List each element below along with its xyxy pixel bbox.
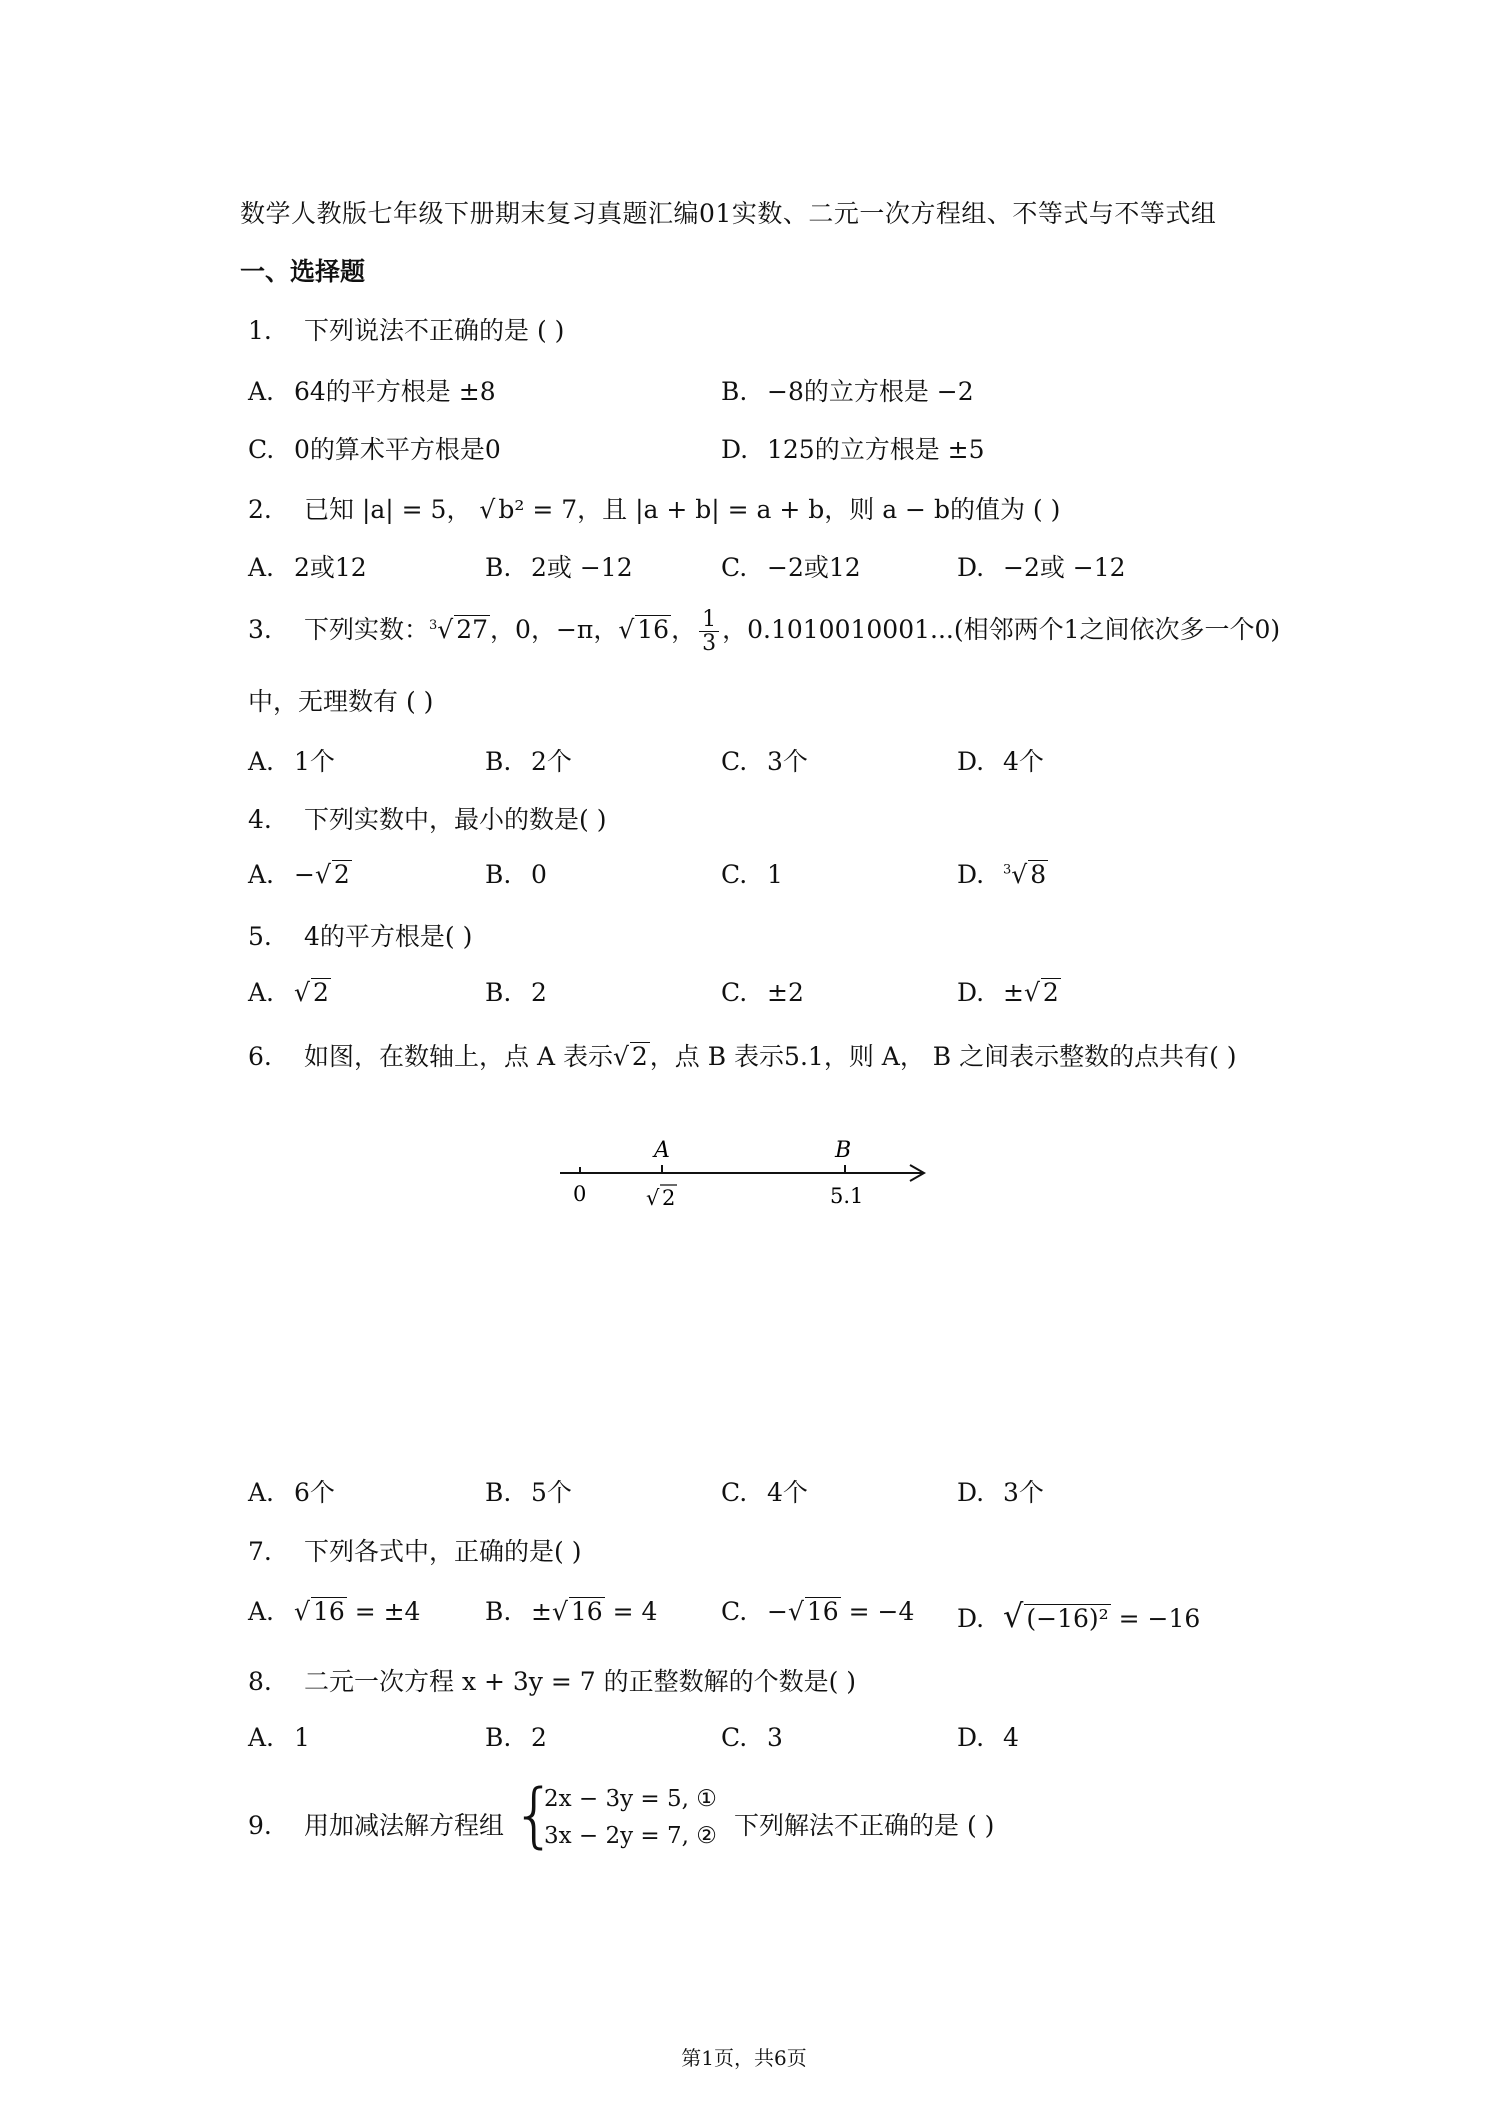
question-number: 4. <box>248 805 272 834</box>
point-b-label: B <box>835 1138 852 1163</box>
option-text: 64的平方根是 ±8 <box>294 377 496 406</box>
option-text: 1 <box>767 860 783 889</box>
sqrt-sign: √ <box>437 615 454 645</box>
question-number: 6. <box>248 1042 272 1071</box>
fraction-denominator: 3 <box>702 631 717 657</box>
q8-option-a <box>248 1723 310 1752</box>
equation-2: 3x − 2y = 7, ② <box>544 1823 717 1849</box>
tick-label-sqrt: 2 <box>662 1186 676 1210</box>
sqrt-radicand: 16 <box>637 615 670 645</box>
option-label: D. <box>957 1723 985 1752</box>
sqrt-sign: √ <box>294 1597 310 1626</box>
q5-option-b <box>485 978 547 1007</box>
cube-root-index: 3 <box>429 617 438 633</box>
option-radicand: 16 <box>806 1597 839 1626</box>
option-label: C. <box>721 860 748 889</box>
q3-option-c <box>721 742 808 778</box>
question-1 <box>248 311 564 347</box>
option-text: 0 <box>531 860 547 889</box>
option-text: 3个 <box>767 747 808 776</box>
option-label: A. <box>248 860 275 889</box>
option-label: B. <box>721 377 748 406</box>
option-rest: = −4 <box>840 1597 915 1626</box>
option-radicand: 16 <box>570 1597 603 1626</box>
q4-option-a <box>248 860 352 889</box>
q7-option-a <box>248 1597 420 1626</box>
question-5 <box>248 917 472 953</box>
page-footer: 第1页，共6页 <box>681 2046 807 2070</box>
q2-option-a <box>248 548 367 584</box>
option-text: 3 <box>767 1723 783 1752</box>
q4-option-c <box>721 860 783 889</box>
q8-option-c <box>721 1723 783 1752</box>
option-radicand: 2 <box>1042 978 1059 1007</box>
question-number: 9. <box>248 1811 272 1840</box>
question-number: 1. <box>248 316 272 345</box>
option-label: B. <box>485 747 512 776</box>
option-label: C. <box>721 1723 748 1752</box>
option-label: A. <box>248 978 275 1007</box>
q5-option-a <box>248 978 331 1007</box>
option-text: 4 <box>1003 1723 1019 1752</box>
option-label: C. <box>721 1478 748 1507</box>
sqrt-sign: √ <box>787 1597 804 1626</box>
question-text: 下列说法不正确的是 ( ) <box>304 316 565 345</box>
q8-option-b <box>485 1723 547 1752</box>
option-text: 4个 <box>767 1478 808 1507</box>
option-label: C. <box>721 747 748 776</box>
question-text-part2: 下列解法不正确的是 ( ) <box>734 1811 995 1840</box>
sqrt-sign: √ <box>1011 860 1028 889</box>
equation-1: 2x − 3y = 5, ① <box>544 1786 717 1812</box>
option-label: A. <box>248 1478 275 1507</box>
option-label: D. <box>957 860 985 889</box>
option-label: C. <box>721 1597 748 1626</box>
option-label: A. <box>248 747 275 776</box>
option-radicand: 16 <box>312 1597 345 1626</box>
question-text-part1: 下列实数： <box>304 615 430 645</box>
q6-option-b <box>485 1473 572 1509</box>
option-text: 4个 <box>1003 747 1044 776</box>
q1-option-d <box>721 430 985 466</box>
tick-label-5-1: 5.1 <box>830 1184 864 1208</box>
q2-option-c <box>721 548 861 584</box>
q7-option-b <box>485 1597 657 1626</box>
sqrt-radicand: 2 <box>631 1042 648 1071</box>
option-label: C. <box>248 435 275 464</box>
question-text: 4的平方根是( ) <box>304 922 473 951</box>
point-a-label: A <box>654 1138 670 1163</box>
question-8 <box>248 1662 856 1698</box>
option-text: 1 <box>294 1723 310 1752</box>
q6-option-c <box>721 1473 808 1509</box>
fraction-numerator: 1 <box>699 608 719 632</box>
option-prefix: ± <box>531 1597 552 1626</box>
option-text: 2个 <box>531 747 572 776</box>
option-text: 0的算术平方根是0 <box>294 435 501 464</box>
option-radicand: (−16)² <box>1026 1604 1109 1633</box>
option-prefix: − <box>767 1597 788 1626</box>
question-text-part3: ， <box>671 615 697 645</box>
question-number: 2. <box>248 495 272 524</box>
q2-option-d <box>957 548 1126 584</box>
option-prefix: ± <box>1003 978 1024 1007</box>
question-4 <box>248 800 606 836</box>
section-heading: 一、选择题 <box>240 257 366 286</box>
question-text-part2: ，点 B 表示5.1，则 A， B 之间表示整数的点共有( ) <box>649 1042 1237 1071</box>
question-number: 3. <box>248 615 272 645</box>
question-text: 下列各式中，正确的是( ) <box>304 1537 582 1566</box>
sqrt-sign: √ <box>618 615 635 645</box>
question-text-part2: ，0，−π， <box>490 615 619 645</box>
q3-option-a <box>248 742 335 778</box>
option-text: 2或 −12 <box>531 553 633 582</box>
question-3 <box>248 608 1280 655</box>
q2-option-b <box>485 548 633 584</box>
q4-option-d <box>957 860 1048 889</box>
question-number: 7. <box>248 1537 272 1566</box>
document-title: 数学人教版七年级下册期末复习真题汇编01实数、二元一次方程组、不等式与不等式组 <box>240 199 1217 228</box>
tick-label-sqrt-sign: √ <box>646 1186 660 1210</box>
option-label: B. <box>485 860 512 889</box>
option-label: A. <box>248 377 275 406</box>
option-label: C. <box>721 978 748 1007</box>
option-label: C. <box>721 553 748 582</box>
option-label: D. <box>957 1478 985 1507</box>
q3-option-d <box>957 742 1044 778</box>
option-label: B. <box>485 1478 512 1507</box>
q6-option-d <box>957 1473 1044 1509</box>
option-text: ±2 <box>767 978 804 1007</box>
option-label: A. <box>248 1597 275 1626</box>
option-text: −2或12 <box>767 553 861 582</box>
q4-option-b <box>485 860 547 889</box>
option-label: D. <box>957 1604 985 1633</box>
q1-option-c <box>248 430 501 466</box>
tick-label-zero: 0 <box>573 1182 587 1206</box>
option-rest: = ±4 <box>346 1597 421 1626</box>
option-radicand: 8 <box>1030 860 1047 889</box>
option-text: −2或 −12 <box>1003 553 1126 582</box>
option-label: D. <box>721 435 749 464</box>
q3-option-b <box>485 742 572 778</box>
question-text: 二元一次方程 x + 3y = 7 的正整数解的个数是( ) <box>304 1667 857 1696</box>
question-number: 5. <box>248 922 272 951</box>
q6-option-a <box>248 1473 335 1509</box>
sqrt-sign: √ <box>1023 978 1040 1007</box>
sqrt-sign: √ <box>612 1042 629 1071</box>
q8-option-d <box>957 1723 1019 1752</box>
cbrt-radicand: 27 <box>456 615 489 645</box>
option-text: 125的立方根是 ±5 <box>767 435 985 464</box>
option-text: −8的立方根是 −2 <box>767 377 974 406</box>
q7-option-c <box>721 1597 914 1626</box>
q1-option-b <box>721 372 974 408</box>
sqrt-sign: √ <box>479 495 496 524</box>
fraction <box>699 608 719 655</box>
question-7 <box>248 1532 581 1568</box>
option-rest: = −16 <box>1110 1604 1201 1633</box>
option-text: 2 <box>531 1723 547 1752</box>
option-radicand: 2 <box>333 860 350 889</box>
question-text-part1: 已知 |a| = 5， <box>304 495 472 524</box>
option-rest: = 4 <box>604 1597 658 1626</box>
q7-option-d <box>957 1597 1200 1635</box>
option-text: 2 <box>531 978 547 1007</box>
option-radicand: 2 <box>312 978 329 1007</box>
number-line-figure <box>550 1125 940 1225</box>
question-3-line2: 中，无理数有 ( ) <box>248 687 434 716</box>
option-text: 2或12 <box>294 553 367 582</box>
q5-option-c <box>721 978 804 1007</box>
option-text: 3个 <box>1003 1478 1044 1507</box>
question-text-part1: 用加减法解方程组 <box>304 1811 505 1840</box>
sqrt-sign: √ <box>314 860 331 889</box>
option-label: A. <box>248 1723 275 1752</box>
system-brace: { <box>512 1774 557 1856</box>
sqrt-sign: √ <box>551 1597 568 1626</box>
option-label: B. <box>485 1597 512 1626</box>
option-label: D. <box>957 747 985 776</box>
option-text: 1个 <box>294 747 335 776</box>
question-text: 下列实数中，最小的数是( ) <box>304 805 607 834</box>
q1-option-a <box>248 372 496 408</box>
q5-option-d <box>957 978 1061 1007</box>
question-text-part4: ，0.1010010001...(相邻两个1之间依次多一个0) <box>722 615 1281 645</box>
option-label: B. <box>485 1723 512 1752</box>
option-text: 6个 <box>294 1478 335 1507</box>
question-9 <box>248 1806 504 1842</box>
option-prefix: − <box>294 860 315 889</box>
sqrt-sign: √ <box>294 978 310 1007</box>
question-number: 8. <box>248 1667 272 1696</box>
sqrt-expr: b² = 7，且 |a + b| = a + b，则 a − b的值为 ( ) <box>498 495 1061 524</box>
option-label: D. <box>957 978 985 1007</box>
option-text: 5个 <box>531 1478 572 1507</box>
question-6 <box>248 1037 1237 1073</box>
option-label: B. <box>485 553 512 582</box>
question-text-part1: 如图，在数轴上，点 A 表示 <box>304 1042 613 1071</box>
cube-root-index: 3 <box>1003 862 1012 878</box>
option-label: D. <box>957 553 985 582</box>
option-label: A. <box>248 553 275 582</box>
option-label: B. <box>485 978 512 1007</box>
sqrt-sign: √ <box>1003 1597 1024 1635</box>
question-2 <box>248 490 1062 526</box>
